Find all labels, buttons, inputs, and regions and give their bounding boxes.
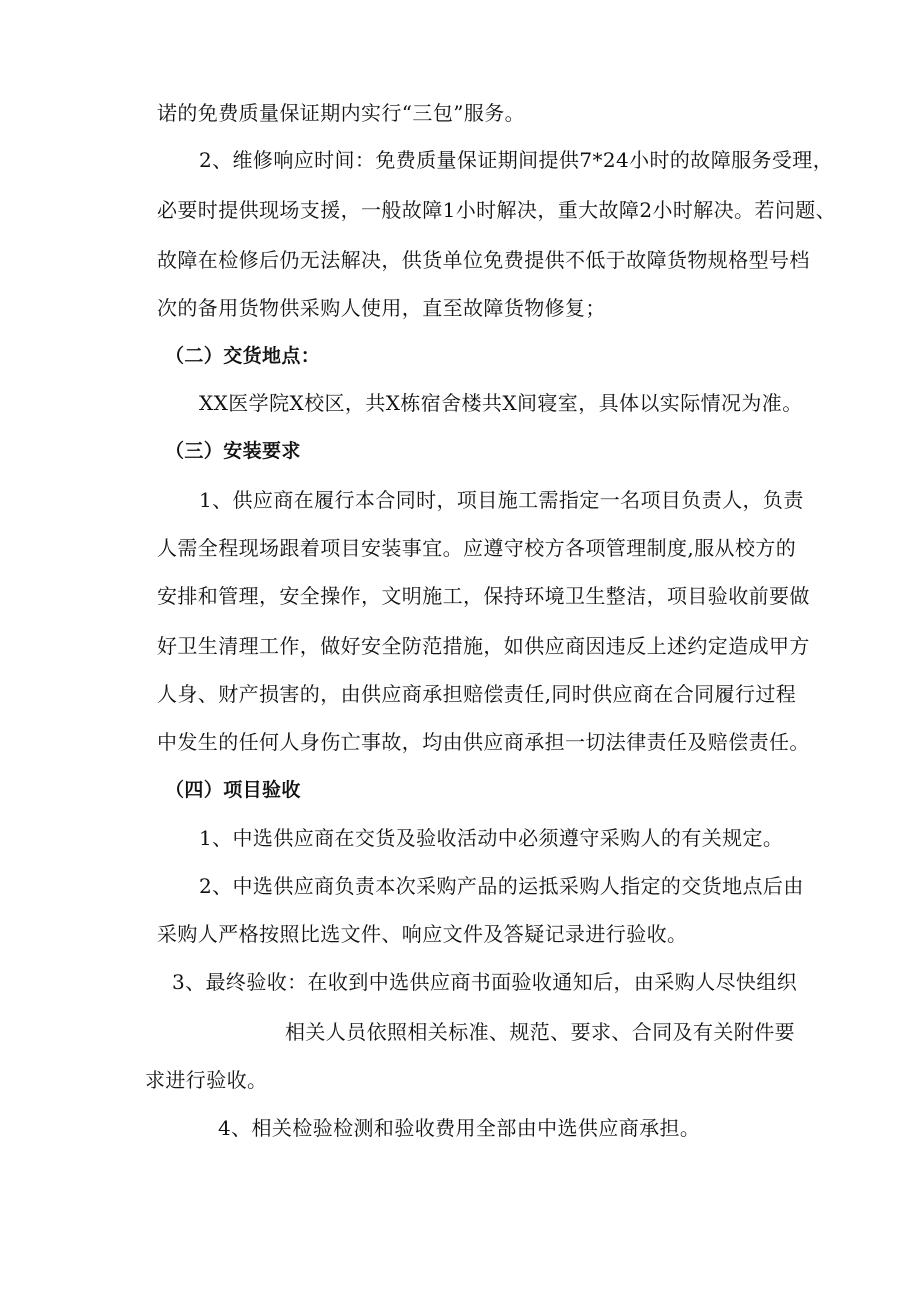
paragraph-line: 好卫生清理工作，做好安全防范措施，如供应商因违反上述约定造成甲方	[157, 634, 810, 658]
paragraph-line: 相关人员依照相关标准、规范、要求、合同及有关附件要	[285, 1020, 795, 1044]
section-heading: （二）交货地点：	[165, 345, 321, 367]
paragraph-line: 1、中选供应商在交货及验收活动中必须遵守采购人的有关规定。	[199, 826, 784, 850]
paragraph-line: 故障在检修后仍无法解决，供货单位免费提供不低于故障货物规格型号档	[157, 248, 810, 272]
paragraph-line: 3、最终验收：在收到中选供应商书面验收通知后，由采购人尽快组织	[172, 970, 798, 994]
paragraph-line: 人身、财产损害的，由供应商承担赔偿责任,同时供应商在合同履行过程	[157, 682, 797, 706]
paragraph-line: 采购人严格按照比选文件、响应文件及答疑记录进行验收。	[157, 922, 688, 946]
paragraph-line: 必要时提供现场支援，一般故障1小时解决，重大故障2小时解决。若问题、	[157, 198, 837, 222]
paragraph-line: 1、供应商在履行本合同时，项目施工需指定一名项目负责人，负责	[199, 488, 804, 512]
paragraph-line: 中发生的任何人身伤亡事故，均由供应商承担一切法律责任及赔偿责任。	[157, 730, 810, 754]
paragraph-line: 求进行验收。	[145, 1068, 268, 1092]
paragraph-line: 2、维修响应时间：免费质量保证期间提供7*24小时的故障服务受理，	[199, 148, 834, 172]
section-heading: （四）项目验收	[165, 779, 301, 801]
paragraph-line: 4、相关检验检测和验收费用全部由中选供应商承担。	[218, 1116, 701, 1140]
paragraph-line: 次的备用货物供采购人使用，直至故障货物修复；	[157, 296, 606, 320]
paragraph-line: 人需全程现场跟着项目安装事宜。应遵守校方各项管理制度,服从校方的	[157, 536, 797, 560]
section-heading: （三）安装要求	[165, 440, 301, 462]
paragraph-line: XX医学院X校区，共X栋宿舍楼共X间寝室，具体以实际情况为准。	[199, 391, 803, 415]
paragraph-line: 安排和管理，安全操作，文明施工，保持环境卫生整洁，项目验收前要做	[157, 584, 810, 608]
paragraph-line: 2、中选供应商负责本次采购产品的运抵采购人指定的交货地点后由	[199, 874, 804, 898]
paragraph-line: 诺的免费质量保证期内实行“三包”服务。	[157, 101, 526, 125]
